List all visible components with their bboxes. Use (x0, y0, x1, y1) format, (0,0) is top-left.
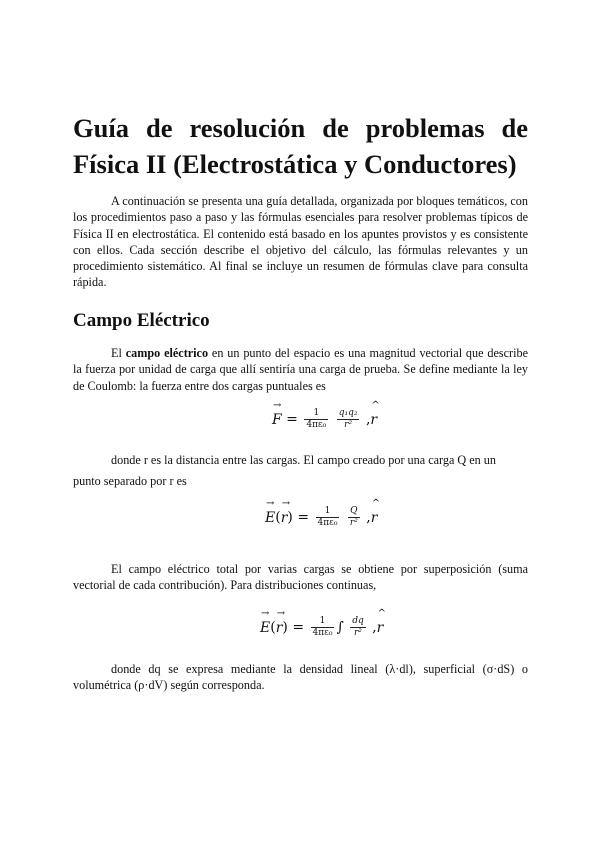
coulomb-constant-fraction (311, 616, 335, 639)
fraction-denominator: r² (353, 628, 362, 638)
equation-point-charge-field: → E(→ r) = $\frac{1}{\text{4πε₀}}$ $\frac{Q}{\text{r²}}$ ,^ r (265, 506, 377, 529)
charge-fraction (348, 506, 360, 529)
paragraph-charge-densities: donde dq se expresa mediante la densidad lineal (λ·dl), superficial (σ·dS) o volumétrica (ρ·dV) según corresponda. (73, 662, 528, 693)
document-title: Guía de resolución de problemas de Física II (Electrostática y Conductores) (73, 113, 528, 179)
coulomb-constant-fraction (304, 408, 328, 431)
equals-sign: = (286, 411, 298, 428)
coulomb-constant-fraction (316, 506, 340, 529)
fraction-numerator: 1 (316, 506, 340, 518)
section-heading-campo-electrico: Campo Eléctrico (73, 310, 210, 331)
force-vector: → F (272, 412, 282, 428)
equals-sign: = (297, 509, 310, 526)
unit-vector-r: ^ r (371, 510, 378, 526)
fraction-denominator: r² (349, 518, 358, 528)
fraction-denominator: 4πε₀ (317, 518, 338, 528)
fraction-numerator: dq (352, 616, 364, 626)
fraction-denominator: 4πε₀ (312, 628, 333, 638)
equation-continuous-distribution: → E(→ r) = $\frac{1}{\text{4πε₀}}$ ∫ $\frac{dq}{\text{r²}}$ ,^ r (260, 616, 383, 639)
integral-sign: ∫ (336, 619, 344, 636)
bold-term: campo eléctrico (125, 346, 209, 360)
position-vector: → r (276, 620, 283, 636)
paragraph-superposition: El campo eléctrico total por varias cargas se obtiene por superposición (suma vectorial de cada contribución). Para distribuciones continuas, (73, 562, 528, 593)
paragraph-distance-line1: donde r es la distancia entre las cargas. El campo creado por una carga Q en un (111, 453, 496, 467)
fraction-numerator: Q (348, 506, 360, 518)
text-run: en un punto del espacio es una magnitud vectorial que describe la fuerza por unidad de carga que allí sentiría una carga de prueba. Se define mediante la ley de Coulomb: la fuerza entre dos cargas puntuales es (73, 346, 528, 393)
unit-vector-r: ^ r (370, 412, 377, 428)
charges-fraction (337, 408, 360, 431)
text-run: El (111, 346, 126, 360)
unit-vector-r: ^ r (377, 620, 384, 636)
fraction-denominator: r² (344, 420, 353, 430)
fraction-numerator: q₁q₂ (338, 408, 358, 418)
fraction-numerator: 1 (311, 616, 335, 628)
fraction-denominator: 4πε₀ (306, 420, 327, 430)
field-vector: → E (265, 510, 275, 526)
paragraph-distance-line2: punto separado por r es (73, 474, 187, 488)
charge-element-fraction (350, 616, 366, 639)
fraction-numerator: 1 (304, 408, 328, 420)
field-vector: → E (260, 620, 270, 636)
equals-sign: = (292, 619, 305, 636)
position-vector: → r (281, 510, 288, 526)
paragraph-campo-definition (73, 345, 528, 394)
equation-coulomb-force: → F = $\frac{1}{\text{4πε₀}}$ $\frac{\text{q₁q₂}}{\text{r²}}$ ,^ r (272, 408, 377, 431)
intro-paragraph: A continuación se presenta una guía detallada, organizada por bloques temáticos, con los procedimientos paso a paso y las fórmulas esenciales para resolver problemas típicos de Física II en electrostática. El contenido está basado en los apuntes provistos y es consistente con ellos. Cada sección describe el objetivo del cálculo, las fórmulas relevantes y un procedimiento sistemático. Al final se incluye un resumen de fórmulas clave para consulta rápida. (73, 194, 528, 290)
